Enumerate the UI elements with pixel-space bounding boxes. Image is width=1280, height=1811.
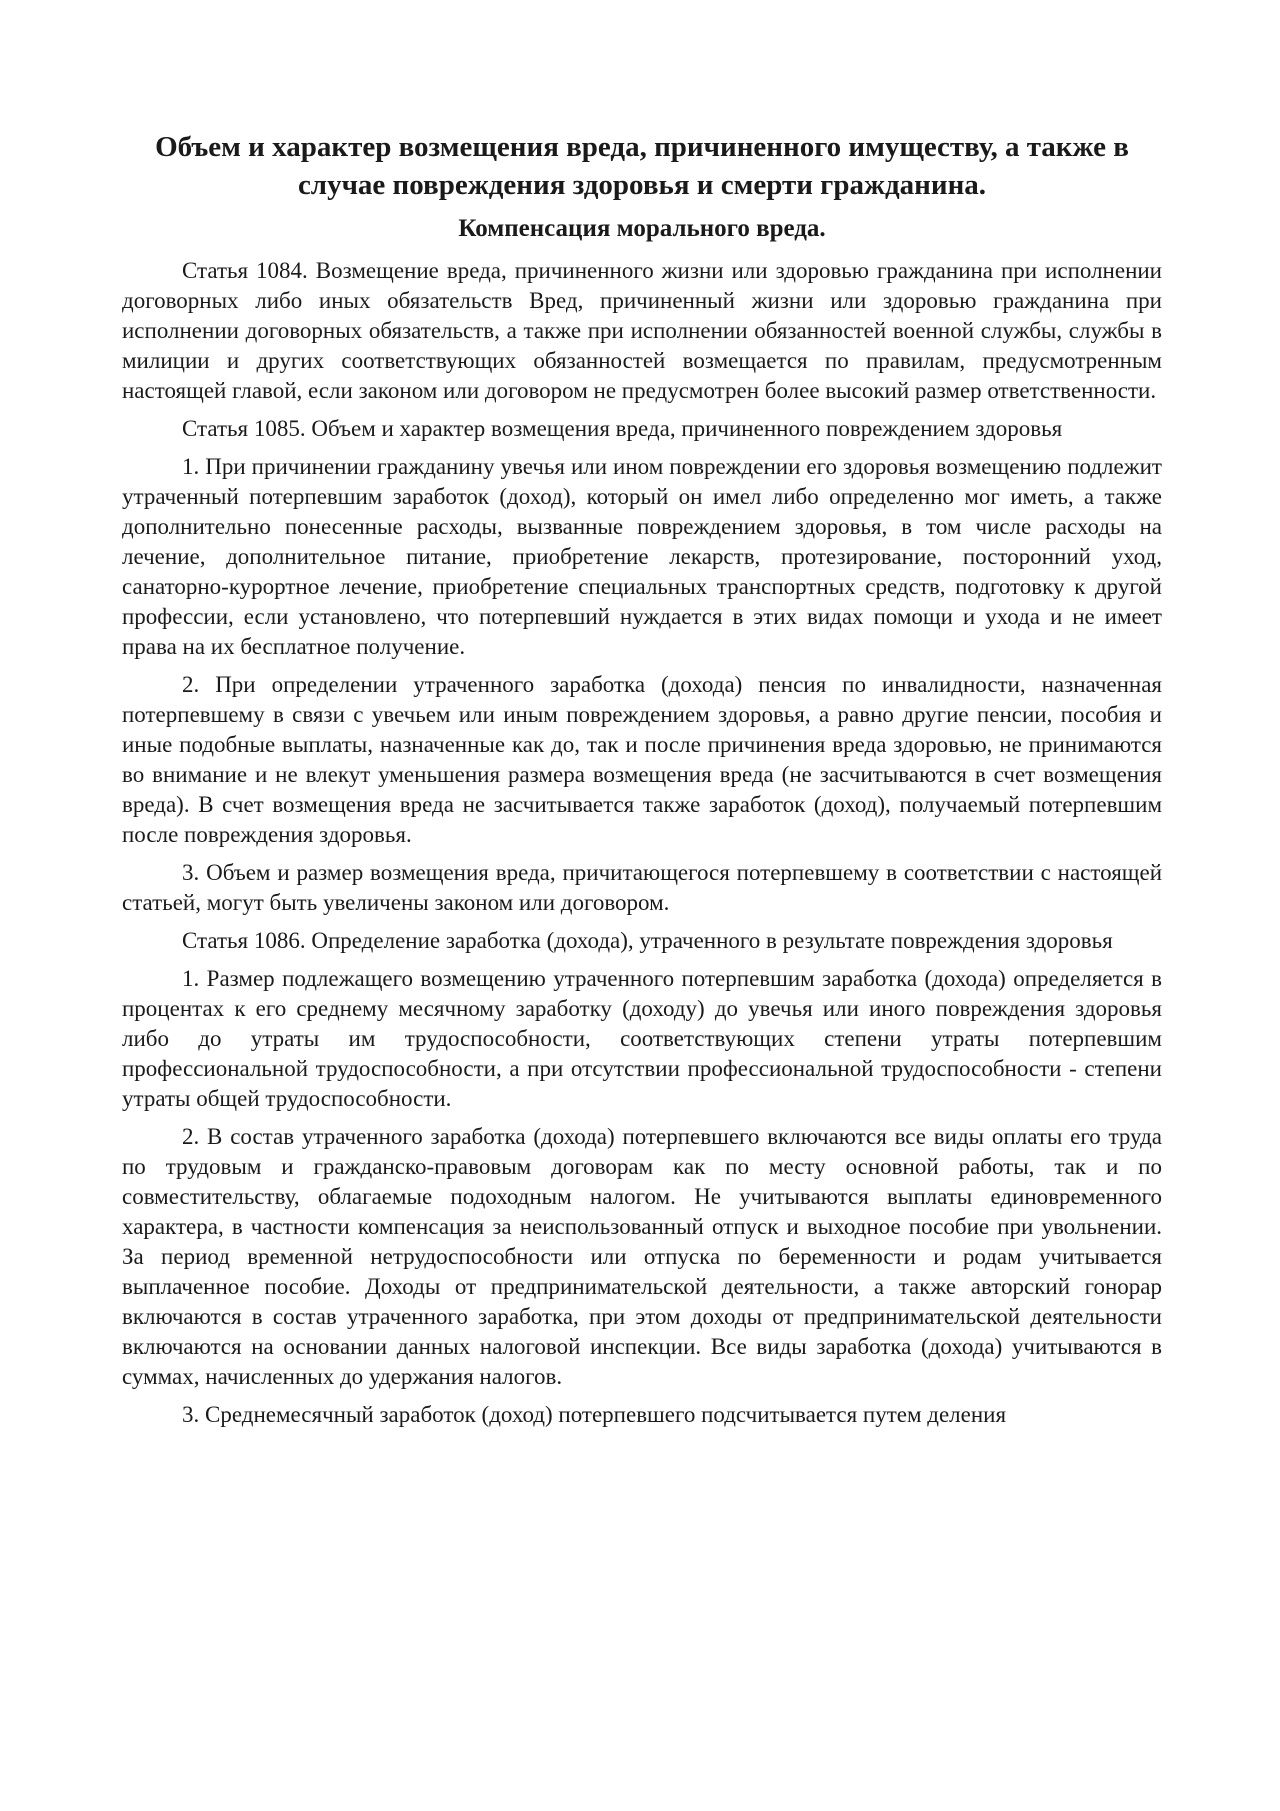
document-subtitle: Компенсация морального вреда.	[458, 215, 826, 242]
article-1086-clause-1: 1. Размер подлежащего возмещению утраченного потерпевшим заработка (дохода) определяется в процентах к его среднему месячному заработку (доходу) до увечья или иного повреждения здоровья либо до утраты им трудоспособности, соответствующих степени утраты потерпевшим профессиональной трудоспособности, а при отсутствии профессиональной трудоспособности - степени утраты общей трудоспособности.	[122, 966, 1162, 1111]
document-title: Объем и характер возмещения вреда, причиненного имуществу, а также в случае повреждения здоровья и смерти гражданина.	[155, 131, 1129, 201]
article-1086-heading: Статья 1086. Определение заработка (дохода), утраченного в результате повреждения здоровья	[182, 928, 1113, 953]
article-1086-clause-2: 2. В состав утраченного заработка (дохода) потерпевшего включаются все виды оплаты его труда по трудовым и гражданско-правовым договорам как по месту основной работы, так и по совместительству, облагаемые подоходным налогом. Не учитываются выплаты единовременного характера, в частности компенсация за неиспользованный отпуск и выходное пособие при увольнении. За период временной нетрудоспособности или отпуска по беременности и родам учитывается выплаченное пособие. Доходы от предпринимательской деятельности, а также авторский гонорар включаются в состав утраченного заработка, при этом доходы от предпринимательской деятельности включаются на основании данных налоговой инспекции. Все виды заработка (дохода) учитываются в суммах, начисленных до удержания налогов.	[122, 1124, 1162, 1389]
article-1086-clause-3: 3. Среднемесячный заработок (доход) потерпевшего подсчитывается путем деления	[182, 1402, 1007, 1427]
article-1085-clause-2: 2. При определении утраченного заработка (дохода) пенсия по инвалидности, назначенная потерпевшему в связи с увечьем или иным повреждением здоровья, а равно другие пенсии, пособия и иные подобные выплаты, назначенные как до, так и после причинения вреда здоровью, не принимаются во внимание и не влекут уменьшения размера возмещения вреда (не засчитываются в счет возмещения вреда). В счет возмещения вреда не засчитывается также заработок (доход), получаемый потерпевшим после повреждения здоровья.	[122, 672, 1162, 847]
article-1084-paragraph: Статья 1084. Возмещение вреда, причиненного жизни или здоровью гражданина при исполнении договорных либо иных обязательств Вред, причиненный жизни или здоровью гражданина при исполнении договорных обязательств, а также при исполнении обязанностей военной службы, службы в милиции и других соответствующих обязанностей возмещается по правилам, предусмотренным настоящей главой, если законом или договором не предусмотрен более высокий размер ответственности.	[122, 258, 1162, 403]
article-1085-heading: Статья 1085. Объем и характер возмещения вреда, причиненного повреждением здоровья	[182, 416, 1063, 441]
article-1085-clause-1: 1. При причинении гражданину увечья или ином повреждении его здоровья возмещению подлежит утраченный потерпевшим заработок (доход), который он имел либо определенно мог иметь, а также дополнительно понесенные расходы, вызванные повреждением здоровья, в том числе расходы на лечение, дополнительное питание, приобретение лекарств, протезирование, посторонний уход, санаторно-курортное лечение, приобретение специальных транспортных средств, подготовку к другой профессии, если установлено, что потерпевший нуждается в этих видах помощи и ухода и не имеет права на их бесплатное получение.	[122, 454, 1162, 659]
article-1085-clause-3: 3. Объем и размер возмещения вреда, причитающегося потерпевшему в соответствии с настоящей статьей, могут быть увеличены законом или договором.	[122, 860, 1162, 915]
